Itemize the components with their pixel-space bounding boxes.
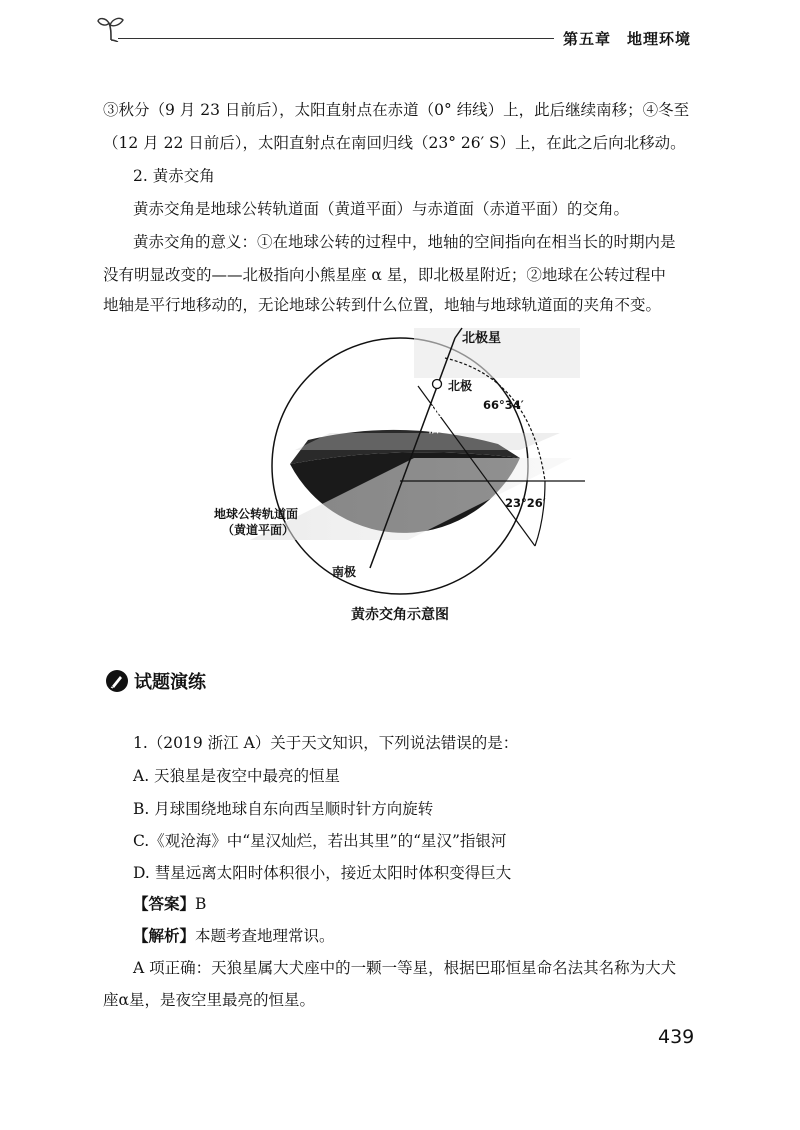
- chapter-number: 第五章: [563, 30, 612, 48]
- section-title: [106, 668, 206, 694]
- north-pole-marker: [433, 380, 442, 389]
- label-axis-2: 轴: [427, 421, 440, 435]
- ecliptic-obliquity-diagram: [200, 318, 600, 608]
- option-d: D. 彗星远离太阳时体积很小，接近太阳时体积变得巨大: [133, 864, 512, 882]
- pen-badge-icon: [106, 670, 128, 692]
- angle-arc-small: [535, 481, 545, 546]
- chapter-title: 地理环境: [627, 30, 692, 48]
- label-angle-large: 66°34′: [483, 398, 524, 412]
- analysis-line: [133, 924, 335, 946]
- label-south-pole: 南极: [332, 565, 357, 579]
- answer-line: [133, 892, 206, 914]
- label-polaris: 北极星: [462, 331, 502, 346]
- chapter-header: [563, 28, 691, 49]
- section-title-label: 试题演练: [134, 672, 206, 693]
- label-plane-2: （黄道平面）: [222, 523, 295, 537]
- option-c: C.《观沧海》中“星汉灿烂，若出其里”的“星汉”指银河: [133, 832, 507, 850]
- subheading: 2. 黄赤交角: [133, 167, 215, 185]
- analysis-text: 本题考查地理常识。: [195, 927, 335, 945]
- answer-value: B: [195, 895, 207, 913]
- question-text: 1.（2019 浙江 A）关于天文知识，下列说法错误的是：: [133, 734, 519, 752]
- option-b: B. 月球围绕地球自东向西呈顺时针方向旋转: [133, 800, 434, 818]
- label-north-pole: 北极: [448, 379, 473, 393]
- answer-label: 【答案】: [133, 894, 196, 913]
- label-axis-1: 地: [430, 405, 443, 419]
- label-plane-1: 地球公转轨道面: [214, 507, 299, 521]
- analysis-label: 【解析】: [133, 926, 196, 945]
- page-number: 439: [658, 1026, 695, 1048]
- option-a: A. 天狼星是夜空中最亮的恒星: [133, 767, 341, 785]
- para3-line1: 黄赤交角的意义：①在地球公转的过程中，地轴的空间指向在相当长的时期内是: [133, 233, 676, 251]
- label-angle-small: 23°26′: [505, 496, 546, 510]
- para1-line2: （12 月 22 日前后），太阳直射点在南回归线（23° 26′ S）上，在此之后向北移动。: [103, 134, 686, 152]
- para3-line3: 地轴是平行地移动的，无论地球公转到什么位置，地轴与地球轨道面的夹角不变。: [103, 296, 662, 314]
- para1-line1: ③秋分（9 月 23 日前后），太阳直射点在赤道（0° 纬线）上，此后继续南移；④冬至: [103, 101, 690, 119]
- para3-line2: 没有明显改变的——北极指向小熊星座 α 星，即北极星附近；②地球在公转过程中: [103, 266, 666, 284]
- para2: 黄赤交角是地球公转轨道面（黄道平面）与赤道面（赤道平面）的交角。: [133, 200, 630, 218]
- explain-line2: 座α星，是夜空里最亮的恒星。: [103, 991, 315, 1009]
- figure-caption: 黄赤交角示意图: [351, 607, 449, 623]
- header-rule: [118, 38, 554, 39]
- explain-line1: A 项正确：天狼星属大犬座中的一颗一等星，根据巴耶恒星命名法其名称为大犬: [133, 959, 677, 977]
